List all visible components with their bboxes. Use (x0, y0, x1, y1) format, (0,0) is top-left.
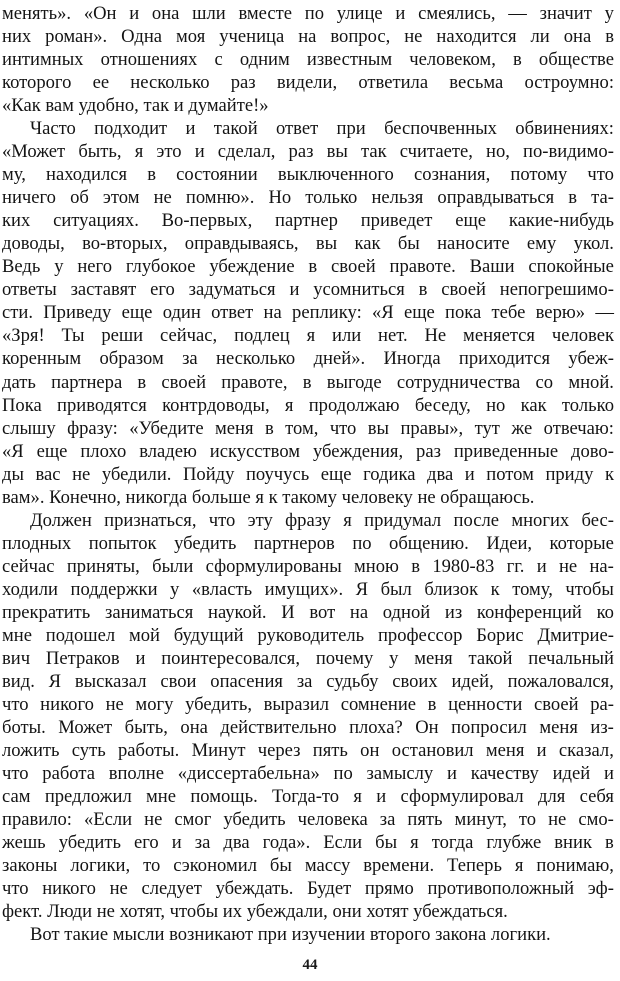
text-line: ходили поддержки у «власть имущих». Я был близок к тому, чтобы (2, 578, 614, 600)
page-number: 44 (302, 957, 318, 973)
text-line: сти. Приведу еще один ответ на реплику: «Я еще пока тебе верю» — (2, 302, 614, 324)
text-line: Вот такие мысли возникают при изучении второго закона логики. (30, 924, 551, 946)
text-line: вид. Я высказал свои опасения за судьбу своих идей, пожаловался, (2, 670, 614, 692)
text-line: «Зря! Ты реши сейчас, подлец я или нет. Не меняется человек (2, 325, 614, 347)
text-line: «Как вам удобно, так и думайте!» (2, 95, 269, 117)
text-line: законы логики, то сэкономил бы массу времени. Теперь я понимаю, (2, 855, 614, 877)
text-line: ды вас не убедили. Пойду поучусь еще годика два и потом приду к (2, 463, 614, 485)
text-line: сам предложил мне помощь. Тогда-то я и сформулировал для себя (2, 786, 614, 808)
text-line: дать партнера в своей правоте, в выгоде сотрудничества со мной. (2, 371, 614, 393)
text-line: Ведь у него глубокое убеждение в своей правоте. Ваши спокойные (2, 256, 614, 278)
text-line: доводы, во-вторых, оправдываясь, вы как бы наносите ему укол. (2, 233, 614, 255)
text-line: прекратить заниматься наукой. И вот на одной из конференций ко (2, 601, 614, 623)
text-line: менять». «Он и она шли вместе по улице и смеялись, — значит у (2, 3, 614, 24)
text-line: ких ситуациях. Во-первых, партнер приведет еще какие-нибудь (2, 210, 614, 232)
text-line: ответы заставят его задуматься и усомниться в своей непогрешимо- (2, 279, 614, 301)
text-line: Пока приводятся контрдоводы, я продолжаю беседу, но как только (2, 394, 614, 416)
text-line: что никого не следует убеждать. Будет прямо противоположный эф- (2, 878, 614, 900)
text-line: интимных отношениях с одним известным человеком, в обществе (2, 49, 614, 71)
text-line: мне подошел мой будущий руководитель профессор Борис Дмитрие- (2, 624, 614, 646)
text-line: Часто подходит и такой ответ при беспочвенных обвинениях: (30, 118, 614, 140)
text-line: жешь убедить его и за два года». Если бы я тогда глубже вник в (2, 832, 614, 854)
text-line: ложить суть работы. Минут через пять он остановил меня и сказал, (2, 740, 614, 761)
text-line: Должен признаться, что эту фразу я придумал после многих бес- (30, 509, 614, 531)
text-line: «Может быть, я это и сделал, раз вы так считаете, но, по-видимо- (2, 141, 614, 163)
text-line: боты. Может быть, она действительно плоха? Он попросил меня из- (2, 716, 614, 738)
text-line: них роман». Одна моя ученица на вопрос, не находится ли она в (2, 26, 614, 48)
text-line: ничего об этом не помню». Но только нельзя оправдываться в та- (2, 187, 614, 209)
text-line: слышу фразу: «Убедите меня в том, что вы правы», тут же отвечаю: (2, 417, 614, 439)
text-line: вич Петраков и поинтересовался, почему у меня такой печальный (2, 647, 614, 669)
text-line: му, находился в состоянии выключенного сознания, потому что (2, 164, 614, 186)
text-line: плодных попыток убедить партнеров по общению. Идеи, которые (2, 532, 614, 554)
text-line: что работа вполне «диссертабельна» по замыслу и качеству идей и (2, 763, 614, 785)
text-line: которого ее несколько раз видели, ответила весьма остроумно: (2, 72, 614, 94)
text-line: что никого не могу убедить, выразил сомнение в ценности своей ра- (2, 693, 614, 715)
body-text (0, 2, 620, 946)
text-line: коренным образом за несколько дней». Иногда приходится убеж- (2, 348, 614, 370)
text-line: вам». Конечно, никогда больше я к такому человеку не обращаюсь. (2, 486, 535, 508)
text-line: правило: «Если не смог убедить человека за пять минут, то не смо- (2, 809, 614, 831)
text-line: фект. Люди не хотят, чтобы их убеждали, они хотят убеждаться. (2, 901, 508, 923)
text-line: сейчас приняты, были сформулированы мною в 1980-83 гг. и не на- (2, 555, 614, 577)
text-line: «Я еще плохо владею искусством убеждения, раз приведенные дово- (2, 440, 614, 462)
